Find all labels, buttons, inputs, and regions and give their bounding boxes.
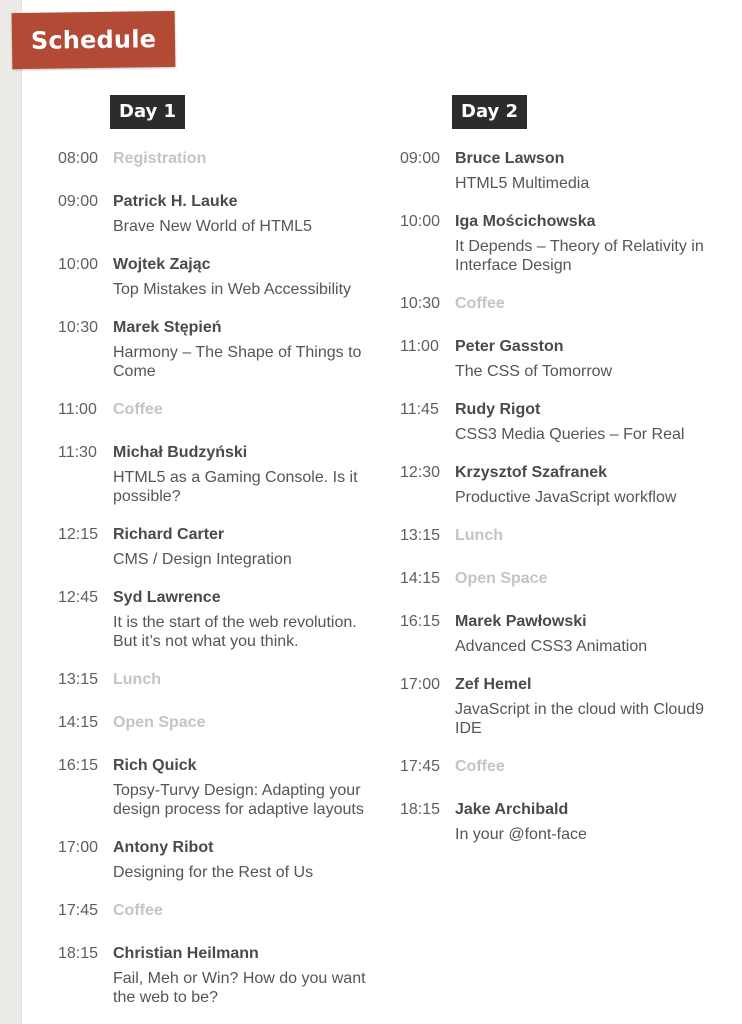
session-slot [58, 443, 378, 506]
slot-time: 12:15 [58, 526, 99, 543]
slot-info [455, 294, 730, 313]
speaker-name: Peter Gasston [455, 338, 564, 355]
slot-info [113, 838, 378, 882]
session-slot [400, 675, 730, 738]
day-2-slots [400, 149, 730, 844]
speaker-name: Christian Heilmann [113, 945, 259, 962]
slot-time: 17:45 [58, 902, 99, 919]
break-slot [58, 901, 378, 920]
break-label: Lunch [455, 527, 503, 544]
session-slot [58, 588, 378, 651]
speaker-name: Syd Lawrence [113, 589, 221, 606]
talk-title: CSS3 Media Queries – For Real [455, 426, 685, 443]
break-label: Coffee [113, 401, 163, 418]
slot-info [455, 463, 730, 507]
slot-time: 08:00 [58, 150, 99, 167]
break-label: Coffee [455, 295, 505, 312]
slot-info [455, 337, 730, 381]
slot-info [455, 612, 730, 656]
slot-info [113, 525, 378, 569]
talk-title: CMS / Design Integration [113, 551, 292, 568]
day-1-column [58, 95, 378, 1024]
break-label: Open Space [455, 570, 548, 587]
slot-time: 12:30 [400, 464, 441, 481]
speaker-name: Rich Quick [113, 757, 197, 774]
break-label: Registration [113, 150, 207, 167]
slot-info [113, 149, 378, 168]
slot-info [113, 670, 378, 689]
speaker-name: Patrick H. Lauke [113, 193, 238, 210]
break-label: Coffee [455, 758, 505, 775]
slot-time: 13:15 [400, 527, 441, 544]
slot-info [455, 757, 730, 776]
speaker-name: Richard Carter [113, 526, 225, 543]
talk-title: Advanced CSS3 Animation [455, 638, 648, 655]
break-slot [58, 400, 378, 419]
session-slot [400, 463, 730, 507]
session-slot [400, 612, 730, 656]
slot-time: 10:00 [400, 213, 441, 230]
slot-time: 16:15 [58, 757, 99, 774]
slot-time: 14:15 [58, 714, 99, 731]
break-label: Lunch [113, 671, 161, 688]
talk-title: Fail, Meh or Win? How do you want the web to be? [113, 970, 366, 1006]
speaker-name: Zef Hemel [455, 676, 532, 693]
break-slot [400, 526, 730, 545]
day-2-column [400, 95, 730, 863]
speaker-name: Krzysztof Szafranek [455, 464, 608, 481]
break-label: Open Space [113, 714, 206, 731]
talk-title: Designing for the Rest of Us [113, 864, 314, 881]
slot-time: 13:15 [58, 671, 99, 688]
talk-title: HTML5 as a Gaming Console. Is it possible? [113, 469, 358, 505]
slot-time: 11:45 [400, 401, 439, 418]
slot-time: 09:00 [400, 150, 441, 167]
slot-time: 17:00 [58, 839, 99, 856]
day-2-label: Day 2 [452, 95, 527, 129]
slot-info [113, 756, 378, 819]
session-slot [400, 800, 730, 844]
talk-title: HTML5 Multimedia [455, 175, 590, 192]
slot-time: 16:15 [400, 613, 441, 630]
slot-time: 18:15 [400, 801, 441, 818]
speaker-name: Rudy Rigot [455, 401, 541, 418]
talk-title: It Depends – Theory of Relativity in Interface Design [455, 238, 704, 274]
slot-info [113, 255, 378, 299]
slot-info [455, 675, 730, 738]
break-slot [58, 713, 378, 732]
speaker-name: Jake Archibald [455, 801, 569, 818]
slot-info [455, 212, 730, 275]
speaker-name: Antony Ribot [113, 839, 214, 856]
slot-time: 10:30 [58, 319, 99, 336]
session-slot [58, 838, 378, 882]
session-slot [400, 337, 730, 381]
session-slot [58, 255, 378, 299]
slot-info [455, 400, 730, 444]
slot-info [113, 400, 378, 419]
slot-info [455, 569, 730, 588]
left-edge-strip [0, 0, 22, 1024]
session-slot [400, 149, 730, 193]
slot-info [113, 192, 378, 236]
session-slot [58, 756, 378, 819]
speaker-name: Marek Pawłowski [455, 613, 587, 630]
talk-title: It is the start of the web revolution. But it’s not what you think. [113, 614, 357, 650]
break-slot [400, 294, 730, 313]
talk-title: Topsy-Turvy Design: Adapting your design process for adaptive layouts [113, 782, 364, 818]
break-slot [58, 149, 378, 168]
session-slot [58, 944, 378, 1007]
slot-info [113, 713, 378, 732]
slot-info [113, 318, 378, 381]
slot-info [455, 526, 730, 545]
session-slot [58, 192, 378, 236]
slot-info [455, 800, 730, 844]
speaker-name: Marek Stępień [113, 319, 222, 336]
speaker-name: Iga Mościchowska [455, 213, 596, 230]
talk-title: Productive JavaScript workflow [455, 489, 677, 506]
talk-title: The CSS of Tomorrow [455, 363, 613, 380]
slot-time: 18:15 [58, 945, 99, 962]
schedule-banner: Schedule [12, 11, 176, 69]
speaker-name: Wojtek Zając [113, 256, 211, 273]
slot-time: 11:30 [58, 444, 97, 461]
slot-time: 10:30 [400, 295, 441, 312]
slot-info [113, 901, 378, 920]
session-slot [400, 212, 730, 275]
slot-info [455, 149, 730, 193]
slot-time: 10:00 [58, 256, 99, 273]
day-1-slots [58, 149, 378, 1007]
talk-title: Top Mistakes in Web Accessibility [113, 281, 352, 298]
slot-time: 12:45 [58, 589, 99, 606]
speaker-name: Bruce Lawson [455, 150, 565, 167]
slot-info [113, 944, 378, 1007]
session-slot [58, 525, 378, 569]
talk-title: Harmony – The Shape of Things to Come [113, 344, 362, 380]
day-1-label: Day 1 [110, 95, 185, 129]
slot-time: 09:00 [58, 193, 99, 210]
break-slot [58, 670, 378, 689]
slot-time: 11:00 [400, 338, 439, 355]
slot-time: 11:00 [58, 401, 97, 418]
talk-title: In your @font-face [455, 826, 587, 843]
session-slot [400, 400, 730, 444]
slot-info [113, 443, 378, 506]
session-slot [58, 318, 378, 381]
talk-title: Brave New World of HTML5 [113, 218, 312, 235]
talk-title: JavaScript in the cloud with Cloud9 IDE [455, 701, 705, 737]
break-slot [400, 757, 730, 776]
slot-time: 17:45 [400, 758, 441, 775]
slot-time: 17:00 [400, 676, 441, 693]
break-label: Coffee [113, 902, 163, 919]
break-slot [400, 569, 730, 588]
slot-time: 14:15 [400, 570, 441, 587]
slot-info [113, 588, 378, 651]
speaker-name: Michał Budzyński [113, 444, 248, 461]
